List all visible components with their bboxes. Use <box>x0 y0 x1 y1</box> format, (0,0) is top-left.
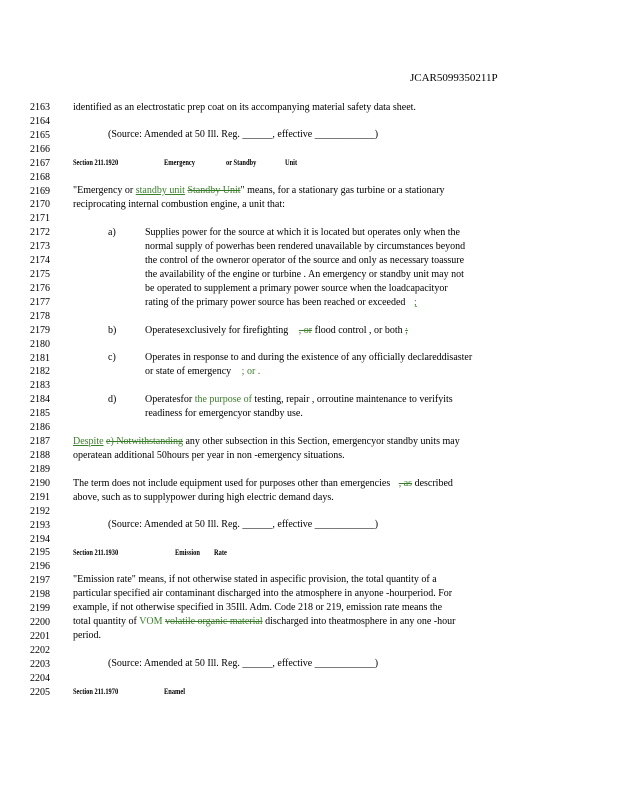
item-a-line6 <box>145 297 417 309</box>
section-1930-number: Section 211.1930 <box>73 548 119 557</box>
inserted-text: standby unit <box>135 185 185 196</box>
text-line-2201: period. <box>73 630 102 641</box>
item-b-line1 <box>145 325 408 337</box>
deleted-text: ; <box>405 325 408 336</box>
line-number: 2174 <box>30 255 50 267</box>
line-number: 2179 <box>30 324 50 336</box>
text-line-2187 <box>73 436 460 448</box>
text-line-2163: identified as an electrostatic prep coat on its accompanying material safety data sheet. <box>73 102 416 113</box>
text-line-2200 <box>73 616 455 628</box>
line-number: 2170 <box>30 199 50 211</box>
item-a-line3: the control of the owneror operator of the source and only as necessary toassure <box>145 255 465 266</box>
inserted-text: ; or . <box>241 366 261 377</box>
line-number: 2164 <box>30 115 50 127</box>
line-number: 2188 <box>30 450 50 461</box>
line-number: 2192 <box>30 505 50 517</box>
item-c-label: c) <box>108 352 116 363</box>
line-number: 2184 <box>30 394 50 406</box>
line-number: 2203 <box>30 658 50 670</box>
text-line-2170: reciprocating internal combustion engine, a unit that: <box>73 199 285 210</box>
line-number: 2169 <box>30 185 50 197</box>
text-line-2199: example, if not otherwise specified in 35Ill. Adm. Code 218 or 219, emission rate means the <box>73 602 443 613</box>
text-segment: The term does not include equipment used for purposes other than emergencies <box>73 478 391 489</box>
line-number: 2204 <box>30 672 50 684</box>
deleted-text: Standby Unit <box>187 185 241 196</box>
item-a-line2: normal supply of powerhas been rendered unavailable by circumstances beyond <box>145 241 466 252</box>
line-number: 2189 <box>30 463 50 475</box>
line-number: 2205 <box>30 686 50 698</box>
text-segment: testing, repair , orroutine maintenance to verifyits <box>251 394 453 405</box>
item-c-line1: Operates in response to and during the existence of any officially declareddisaster <box>145 352 473 363</box>
deleted-text: , as <box>398 478 413 489</box>
text-segment: flood control , or both <box>312 325 403 336</box>
section-1970-title: Enamel <box>164 687 185 696</box>
line-number: 2178 <box>30 310 50 322</box>
line-number: 2165 <box>30 129 50 141</box>
line-number: 2202 <box>30 644 50 656</box>
deleted-text: volatile organic material <box>165 616 263 627</box>
deleted-text: e) Notwithstanding <box>106 436 183 447</box>
line-number: 2187 <box>30 436 50 448</box>
line-number: 2197 <box>30 575 50 587</box>
section-1930-title-a: Emission <box>175 548 200 557</box>
line-number: 2201 <box>30 630 50 642</box>
line-number: 2167 <box>30 157 50 169</box>
inserted-text: Despite <box>73 436 104 447</box>
text-segment: any other subsection in this Section, emergencyor standby units may <box>182 436 460 447</box>
source-note-1: (Source: Amended at 50 Ill. Reg. ______, effective ____________) <box>108 129 379 140</box>
line-number: 2191 <box>30 491 50 503</box>
text-segment: described <box>412 478 453 489</box>
text-segment: discharged into theatmosphere in any one -hour <box>262 616 456 627</box>
line-number: 2168 <box>30 171 50 183</box>
inserted-text: ; <box>413 297 417 308</box>
line-number: 2198 <box>30 589 50 601</box>
inserted-text: the purpose of <box>194 394 252 405</box>
line-number: 2200 <box>30 617 50 629</box>
section-1920-title-b: or Standby <box>226 158 257 167</box>
section-1920-title-c: Unit <box>285 158 298 167</box>
line-number: 2195 <box>30 547 50 559</box>
line-number: 2166 <box>30 143 50 155</box>
line-number: 2190 <box>30 477 50 489</box>
inserted-text: VOM <box>139 616 163 627</box>
text-segment: "Emergency or <box>73 185 136 196</box>
source-note-3: (Source: Amended at 50 Ill. Reg. ______, effective ____________) <box>108 658 379 669</box>
text-line-2188: operatean additional 50hours per year in non -emergency situations. <box>73 450 345 461</box>
text-line-2169 <box>73 185 445 197</box>
item-a-line1: Supplies power for the source at which it is located but operates only when the <box>145 227 460 238</box>
line-number: 2163 <box>30 102 50 113</box>
text-segment: total quantity of <box>73 616 140 627</box>
line-number: 2196 <box>30 561 50 573</box>
item-a-line4: the availability of the engine or turbine . An emergency or standby unit may not <box>145 269 464 280</box>
line-number: 2177 <box>30 296 50 308</box>
line-number: 2175 <box>30 269 50 281</box>
line-number: 2182 <box>30 366 50 378</box>
text-segment: rating of the primary power source has been reached or exceeded <box>145 297 406 308</box>
item-b-label: b) <box>108 325 117 336</box>
line-number: 2172 <box>30 227 50 239</box>
line-number: 2199 <box>30 603 50 615</box>
source-note-2: (Source: Amended at 50 Ill. Reg. ______, effective ____________) <box>108 519 379 530</box>
section-1930-title-b: Rate <box>214 548 227 557</box>
text-line-2191: above, such as to supplypower during high electric demand days. <box>73 492 334 503</box>
text-segment: " means, for a stationary gas turbine or a stationary <box>240 185 445 196</box>
line-number: 2180 <box>30 338 50 350</box>
line-number: 2185 <box>30 408 50 420</box>
line-number: 2194 <box>30 533 50 545</box>
section-1920-number: Section 211.1920 <box>73 158 119 167</box>
item-d-label: d) <box>108 394 117 405</box>
text-segment: Operatesfor <box>145 394 195 405</box>
text-segment: or state of emergency <box>145 366 232 377</box>
line-number: 2193 <box>30 519 50 531</box>
item-d-line1 <box>145 394 453 406</box>
text-line-2190 <box>73 478 453 490</box>
item-d-line2: readiness for emergencyor standby use. <box>145 408 303 419</box>
section-1920-title-a: Emergency <box>164 158 195 167</box>
item-a-line5: be operated to supplement a primary power source when the loadcapacityor <box>145 283 448 294</box>
document-header-id: JCAR5099350211P <box>410 72 498 84</box>
item-a-label: a) <box>108 227 116 238</box>
text-line-2198: particular specified air contaminant discharged into the atmosphere in anyone -hourperiod. For <box>73 588 453 599</box>
line-number: 2181 <box>30 352 50 364</box>
line-number: 2176 <box>30 282 50 294</box>
text-line-2197: "Emission rate" means, if not otherwise stated in aspecific provision, the total quantity of a <box>73 574 437 585</box>
line-number: 2173 <box>30 241 50 253</box>
deleted-text: , or <box>298 325 313 336</box>
line-number: 2183 <box>30 380 50 392</box>
item-c-line2 <box>145 366 260 378</box>
text-segment: Operatesexclusively for firefighting <box>145 325 289 336</box>
section-1970-number: Section 211.1970 <box>73 687 119 696</box>
line-number: 2186 <box>30 422 50 434</box>
line-number: 2171 <box>30 213 50 225</box>
